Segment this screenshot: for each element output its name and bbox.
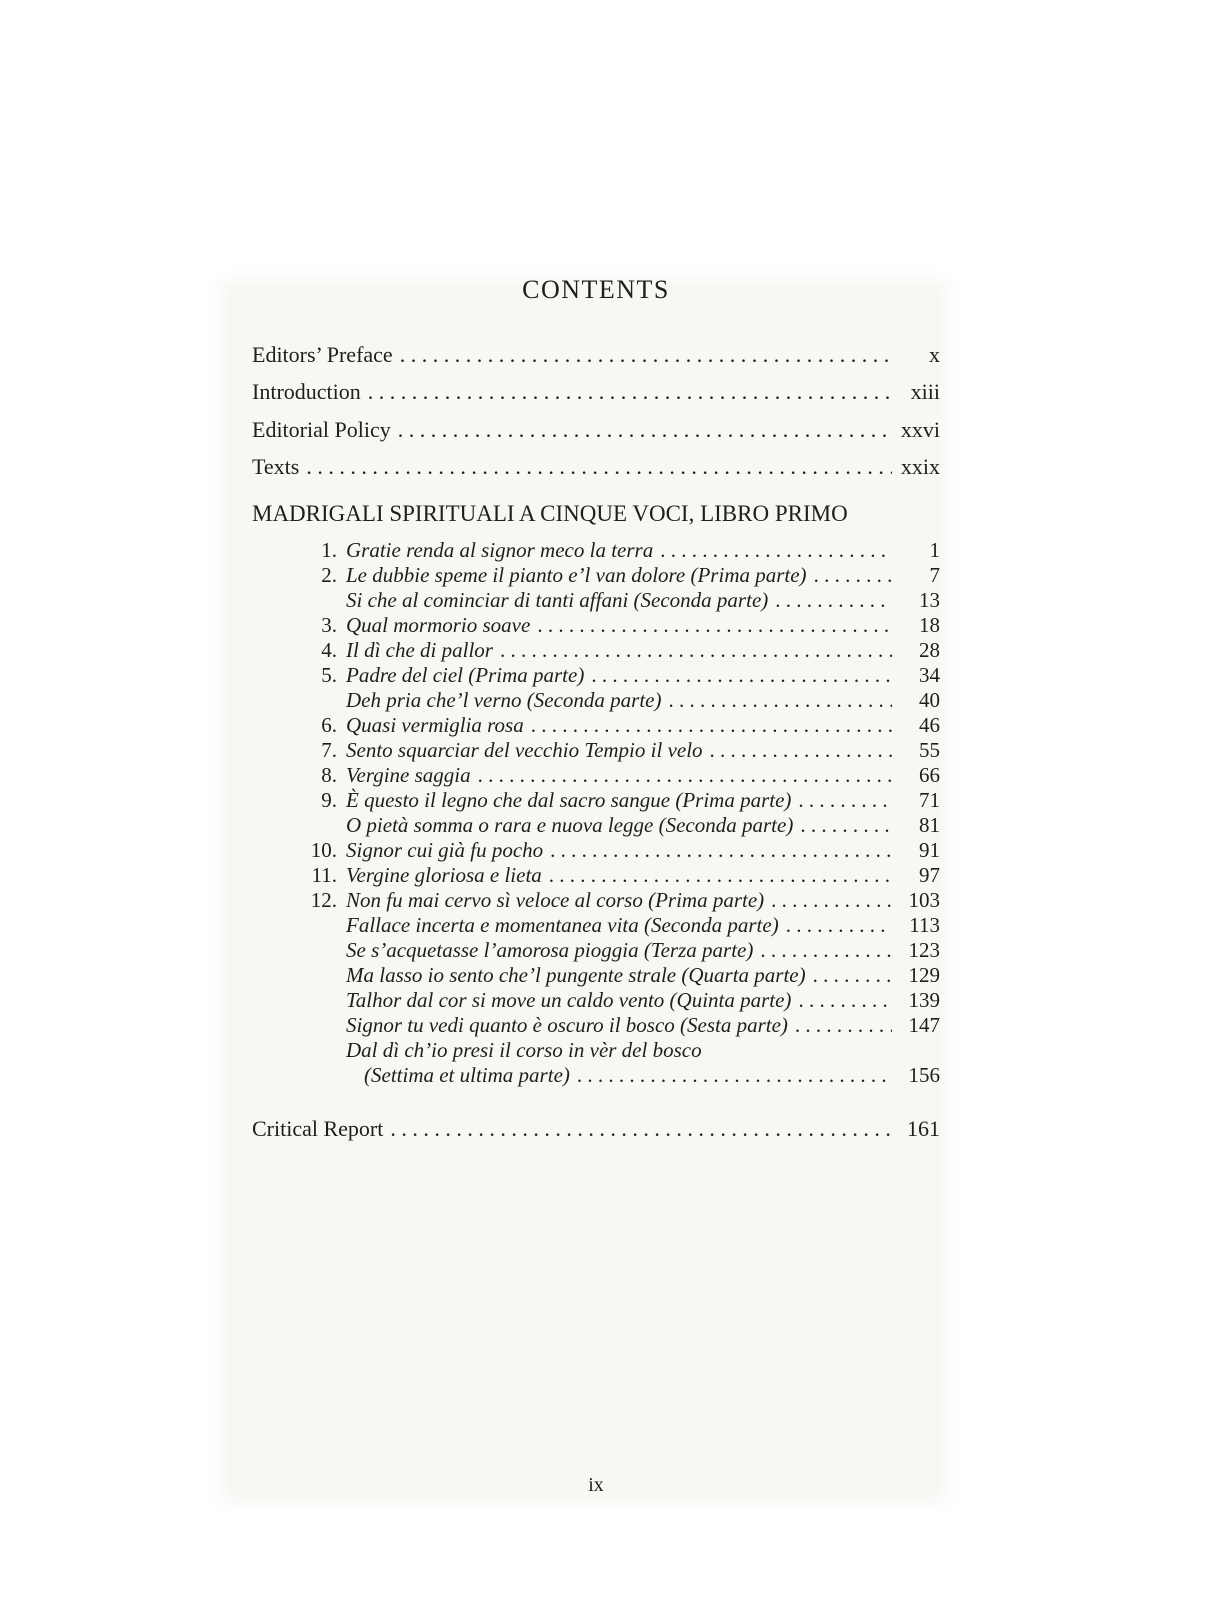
dot-leader <box>398 411 892 448</box>
entry-page-number: xiii <box>910 379 940 405</box>
dot-leader <box>368 373 892 410</box>
entry-label: Editorial Policy <box>252 416 391 442</box>
item-page-number: 156 <box>908 1063 940 1087</box>
dot-leader <box>478 763 892 788</box>
item-title: Si che al cominciar di tanti affani (Seconda parte) <box>346 588 769 612</box>
item-page-number: 71 <box>919 788 940 812</box>
toc-item <box>252 738 940 763</box>
toc-item <box>252 638 940 663</box>
front-matter-list <box>252 336 940 485</box>
toc-item <box>252 663 940 688</box>
item-page-number: 139 <box>908 988 940 1012</box>
entry-label: Critical Report <box>252 1116 384 1141</box>
toc-item <box>252 788 940 813</box>
toc-item <box>252 1038 940 1063</box>
item-title: Fallace incerta e momentanea vita (Seconda parte) <box>346 913 779 937</box>
item-page-number: 46 <box>919 713 940 737</box>
item-page-number: 28 <box>919 638 940 662</box>
item-title: Dal dì ch’io presi il corso in vèr del bosco <box>346 1038 702 1062</box>
item-number: 2. <box>321 563 337 587</box>
item-title: Signor tu vedi quanto è oscuro il bosco (Sesta parte) <box>346 1013 788 1037</box>
entry-page-number: x <box>929 342 940 367</box>
item-title: Sento squarciar del vecchio Tempio il velo <box>346 738 703 762</box>
dot-leader <box>306 448 892 485</box>
back-matter-list <box>252 1116 940 1142</box>
item-page-number: 18 <box>919 613 940 637</box>
item-title: Non fu mai cervo sì veloce al corso (Prima parte) <box>346 888 765 912</box>
item-page-number: 81 <box>919 813 940 837</box>
item-title: Gratie renda al signor meco la terra <box>346 538 654 562</box>
entry-page-number: xxix <box>900 453 940 479</box>
section-heading: MADRIGALI SPIRITUALI A CINQUE VOCI, LIBRO PRIMO <box>252 501 848 526</box>
folio-page-number: ix <box>588 1474 604 1496</box>
dot-leader <box>668 688 892 713</box>
item-title: Ma lasso io sento che’l pungente strale (Quarta parte) <box>346 963 806 987</box>
item-page-number: 129 <box>908 963 940 987</box>
toc-item <box>252 713 940 738</box>
toc-item <box>252 813 940 838</box>
item-title: Le dubbie speme il pianto e’l van dolore (Prima parte) <box>346 563 807 587</box>
item-title: Se s’acquetasse l’amorosa pioggia (Terza parte) <box>346 938 754 962</box>
dot-leader <box>771 888 892 913</box>
item-title: Il dì che di pallor <box>346 638 493 662</box>
item-title: Quasi vermiglia rosa <box>346 713 524 737</box>
item-title: Vergine gloriosa e lieta <box>346 863 542 887</box>
toc-item <box>252 588 940 613</box>
page-title: CONTENTS <box>522 275 670 304</box>
item-number: 9. <box>321 788 337 812</box>
dot-leader <box>400 336 892 373</box>
front-matter-row <box>252 373 940 410</box>
back-matter-row <box>252 1116 940 1142</box>
madrigal-list <box>252 538 940 1088</box>
item-title: È questo il legno che dal sacro sangue (Prima parte) <box>346 788 792 812</box>
item-page-number: 7 <box>929 563 940 587</box>
toc-item <box>252 913 940 938</box>
front-matter-row <box>252 448 940 485</box>
item-number: 8. <box>321 763 337 787</box>
dot-leader <box>390 1116 892 1142</box>
item-title: Signor cui già fu pocho <box>346 838 544 862</box>
item-number: 4. <box>321 638 337 662</box>
item-page-number: 147 <box>908 1013 940 1037</box>
item-number: 5. <box>321 663 337 687</box>
item-number: 10. <box>310 838 337 862</box>
toc-item <box>252 988 940 1013</box>
item-number: 7. <box>321 738 337 762</box>
item-page-number: 1 <box>929 538 940 562</box>
item-page-number: 66 <box>919 763 940 787</box>
toc-item <box>252 963 940 988</box>
item-number: 1. <box>321 538 337 562</box>
dot-leader <box>760 938 892 963</box>
toc-item <box>252 563 940 588</box>
dot-leader <box>775 588 892 613</box>
dot-leader <box>549 863 892 888</box>
item-page-number: 13 <box>919 588 940 612</box>
item-page-number: 91 <box>919 838 940 862</box>
toc-item <box>252 763 940 788</box>
item-page-number: 123 <box>908 938 940 962</box>
item-page-number: 97 <box>919 863 940 887</box>
item-number: 3. <box>321 613 337 637</box>
item-number: 11. <box>311 863 337 887</box>
front-matter-row <box>252 336 940 373</box>
dot-leader <box>537 613 892 638</box>
dot-leader <box>710 738 892 763</box>
entry-label: Texts <box>252 453 300 479</box>
item-page-number: 113 <box>909 913 940 937</box>
dot-leader <box>500 638 892 663</box>
toc-item <box>252 1013 940 1038</box>
item-page-number: 40 <box>919 688 940 712</box>
toc-item <box>252 838 940 863</box>
item-page-number: 55 <box>919 738 940 762</box>
item-title: O pietà somma o rara e nuova legge (Seconda parte) <box>346 813 794 837</box>
item-title: Qual mormorio soave <box>346 613 531 637</box>
item-title: (Settima et ultima parte) <box>364 1063 570 1087</box>
entry-label: Introduction <box>252 379 361 405</box>
dot-leader <box>577 1063 892 1088</box>
item-title: Talhor dal cor si move un caldo vento (Quinta parte) <box>346 988 792 1012</box>
dot-leader <box>786 913 892 938</box>
item-number: 12. <box>310 888 337 912</box>
toc-item <box>252 688 940 713</box>
dot-leader <box>550 838 892 863</box>
dot-leader <box>795 1013 892 1038</box>
dot-leader <box>814 563 892 588</box>
entry-label: Editors’ Preface <box>252 342 393 367</box>
dot-leader <box>531 713 892 738</box>
item-page-number: 103 <box>908 888 940 912</box>
toc-item <box>252 538 940 563</box>
front-matter-row <box>252 411 940 448</box>
item-number: 6. <box>321 713 337 737</box>
dot-leader <box>798 788 892 813</box>
dot-leader <box>813 963 892 988</box>
dot-leader <box>591 663 892 688</box>
item-title: Padre del ciel (Prima parte) <box>346 663 585 687</box>
toc-item <box>252 1063 940 1088</box>
dot-leader <box>800 813 892 838</box>
toc-item <box>252 613 940 638</box>
item-title: Vergine saggia <box>346 763 471 787</box>
entry-page-number: xxvi <box>900 416 940 442</box>
dot-leader <box>798 988 892 1013</box>
entry-page-number: 161 <box>907 1116 940 1141</box>
toc-item <box>252 863 940 888</box>
item-page-number: 34 <box>919 663 940 687</box>
dot-leader <box>660 538 892 563</box>
toc-item <box>252 938 940 963</box>
toc-item <box>252 888 940 913</box>
item-title: Deh pria che’l verno (Seconda parte) <box>346 688 662 712</box>
